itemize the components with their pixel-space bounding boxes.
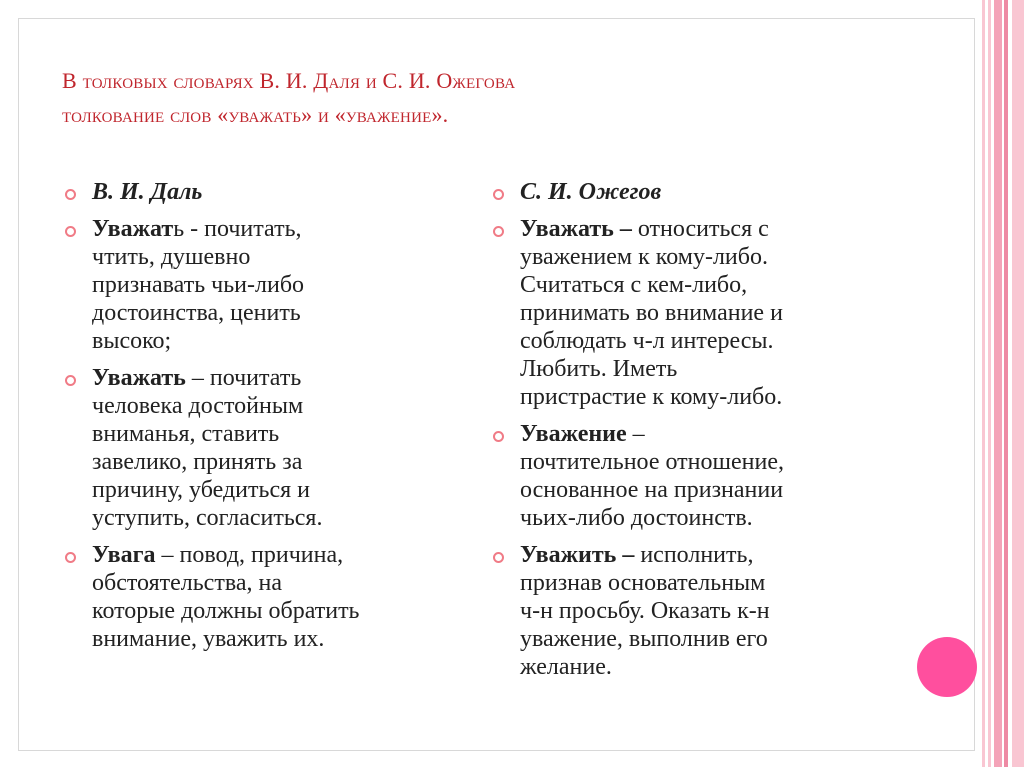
definition-term: Уважать – xyxy=(520,216,632,242)
definition-text: чьих-либо достоинств. xyxy=(520,505,753,531)
definition-term: Уважение xyxy=(520,421,627,447)
definition-text: – почитать xyxy=(185,365,302,391)
definition-text: относиться с xyxy=(631,216,769,242)
ring-bullet-icon xyxy=(493,189,504,200)
definition-term: Уважат xyxy=(92,216,174,242)
definition-text: причину, убедиться и xyxy=(92,477,310,503)
definition-text: уважением к кому-либо. xyxy=(520,244,768,270)
definition-text: основанное на признании xyxy=(520,477,784,503)
definition-term: Уважать xyxy=(92,365,186,391)
definition-text: признав основательным xyxy=(520,570,766,596)
definition-text: ч-н просьбу. Оказать к-н xyxy=(520,598,770,624)
ring-bullet-icon xyxy=(493,226,504,237)
stripe-2 xyxy=(988,0,991,767)
definition-text: достоинства, ценить xyxy=(92,300,301,326)
stripe-1 xyxy=(982,0,985,767)
definition-text: пристрастие к кому-либо. xyxy=(520,384,783,410)
dal-column xyxy=(62,178,462,662)
definition-text: признавать чьи-либо xyxy=(92,272,305,298)
definition-text: чтить, душевно xyxy=(92,244,251,270)
dal-heading: В. И. Даль xyxy=(92,179,203,205)
definition-text: соблюдать ч-л интересы. xyxy=(520,328,774,354)
definition-text: высоко; xyxy=(92,328,172,354)
slide-title xyxy=(62,64,922,132)
ring-bullet-icon xyxy=(493,552,504,563)
ring-bullet-icon xyxy=(65,375,76,386)
ring-bullet-icon xyxy=(65,226,76,237)
definition-text: которые должны обратить xyxy=(92,598,360,624)
ozhegov-heading: С. И. Ожегов xyxy=(520,179,662,205)
definition-text: уважение, выполнив его xyxy=(520,626,768,652)
definition-text: желание. xyxy=(520,654,612,680)
definition-text: принимать во внимание и xyxy=(520,300,783,326)
definition-text: завелико, принять за xyxy=(92,449,303,475)
ring-bullet-icon xyxy=(65,552,76,563)
definition-text: – повод, причина, xyxy=(155,542,344,568)
definition-text: обстоятельства, на xyxy=(92,570,282,596)
dal-heading-item xyxy=(62,178,462,206)
definition-text: Считаться с кем-либо, xyxy=(520,272,748,298)
title-line-2: толкование слов «уважать» и «уважение». xyxy=(62,102,449,127)
definition-term: Уважить – xyxy=(520,542,635,568)
definition-text: ь - почитать, xyxy=(173,216,302,242)
ozhegov-definition-3 xyxy=(490,541,910,681)
definition-text: уступить, согласиться. xyxy=(92,505,323,531)
dal-definition-2 xyxy=(62,364,462,532)
ring-bullet-icon xyxy=(65,189,76,200)
definition-text: Любить. Иметь xyxy=(520,356,678,382)
title-line-1: В толковых словарях В. И. Даля и С. И. Ожегова xyxy=(62,68,516,93)
ozhegov-heading-item xyxy=(490,178,910,206)
stripe-3 xyxy=(994,0,1002,767)
ozhegov-definition-1 xyxy=(490,215,910,411)
stripe-5 xyxy=(1012,0,1024,767)
dal-definition-3 xyxy=(62,541,462,653)
ozhegov-definition-2 xyxy=(490,420,910,532)
definition-text: внимание, уважить их. xyxy=(92,626,325,652)
definition-text: человека достойным xyxy=(92,393,304,419)
ozhegov-column xyxy=(490,178,910,690)
stripe-4 xyxy=(1004,0,1008,767)
ring-bullet-icon xyxy=(493,431,504,442)
pink-circle-decoration xyxy=(917,637,977,697)
definition-text: почтительное отношение, xyxy=(520,449,784,475)
definition-text: исполнить, xyxy=(634,542,754,568)
definition-text: вниманья, ставить xyxy=(92,421,280,447)
definition-text: – xyxy=(626,421,645,447)
dal-definition-1 xyxy=(62,215,462,355)
definition-term: Увага xyxy=(92,542,156,568)
decorative-stripes xyxy=(982,0,1024,767)
